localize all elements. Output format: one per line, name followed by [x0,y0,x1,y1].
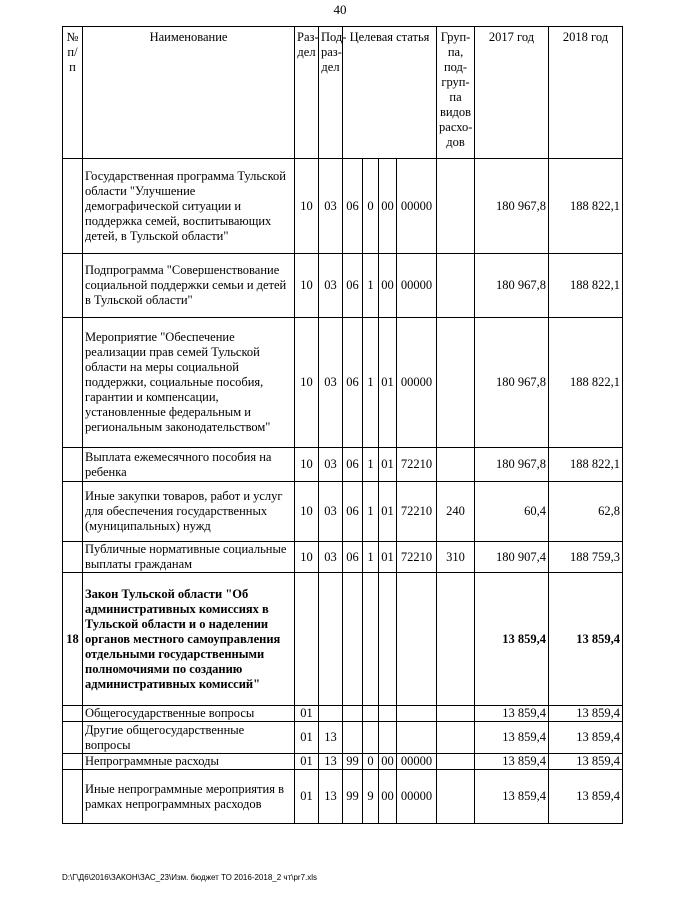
row-target-direction: 00000 [397,318,437,448]
row-target-measure: 01 [379,448,397,482]
row-subsection: 13 [319,754,343,770]
header-group: Груп- па, под- груп- па видов расхо- дов [437,27,475,159]
row-section [295,573,319,706]
row-value-2018: 13 859,4 [549,722,623,754]
row-value-2017: 13 859,4 [475,754,549,770]
row-target-program [343,706,363,722]
header-name: Наименование [83,27,295,159]
row-subsection: 03 [319,318,343,448]
row-num [63,770,83,824]
row-target-program: 06 [343,482,363,542]
row-num [63,542,83,573]
row-subsection: 03 [319,159,343,254]
header-subsection: Под- раз- дел [319,27,343,159]
row-name: Подпрограмма "Совершенствование социальной поддержки семьи и детей в Тульской области" [83,254,295,318]
row-expense-group [437,754,475,770]
row-target-measure [379,573,397,706]
row-num [63,754,83,770]
row-target-direction: 00000 [397,159,437,254]
row-section: 10 [295,482,319,542]
table-row [63,318,623,448]
row-value-2017: 180 967,8 [475,254,549,318]
row-num [63,254,83,318]
row-target-measure: 00 [379,159,397,254]
row-value-2017: 13 859,4 [475,770,549,824]
row-target-program: 06 [343,159,363,254]
table-row [63,754,623,770]
row-name: Иные непрограммные мероприятия в рамках непрограммных расходов [83,770,295,824]
row-value-2017: 60,4 [475,482,549,542]
row-subsection: 03 [319,542,343,573]
row-target-direction [397,706,437,722]
table-row [63,448,623,482]
row-target-measure: 00 [379,754,397,770]
row-value-2018: 62,8 [549,482,623,542]
row-num [63,722,83,754]
header-target: Целевая статья [343,27,437,159]
row-num [63,706,83,722]
row-name: Непрограммные расходы [83,754,295,770]
row-expense-group [437,254,475,318]
page-number: 40 [333,2,347,17]
table-row [63,254,623,318]
row-target-program [343,573,363,706]
row-target-measure: 01 [379,318,397,448]
row-num [63,482,83,542]
row-target-program [343,722,363,754]
row-target-program: 99 [343,770,363,824]
row-value-2018: 188 822,1 [549,318,623,448]
row-subsection: 03 [319,448,343,482]
header-2017: 2017 год [475,27,549,159]
row-target-subprogram [363,573,379,706]
row-target-measure: 00 [379,254,397,318]
table-row [63,706,623,722]
row-section: 10 [295,254,319,318]
row-expense-group [437,722,475,754]
row-target-subprogram: 1 [363,542,379,573]
row-subsection [319,573,343,706]
row-value-2017: 180 967,8 [475,318,549,448]
row-target-subprogram: 0 [363,159,379,254]
header-num: № п/ п [63,27,83,159]
row-num [63,318,83,448]
row-target-measure: 01 [379,482,397,542]
row-target-direction: 72210 [397,448,437,482]
row-subsection: 03 [319,254,343,318]
row-subsection [319,706,343,722]
row-target-subprogram: 1 [363,318,379,448]
row-target-program: 06 [343,542,363,573]
row-target-subprogram: 9 [363,770,379,824]
row-value-2018: 13 859,4 [549,706,623,722]
row-expense-group: 310 [437,542,475,573]
row-expense-group [437,159,475,254]
row-name: Выплата ежемесячного пособия на ребенка [83,448,295,482]
row-expense-group [437,448,475,482]
row-name: Мероприятие "Обеспечение реализации прав семей Тульской области на меры социальной поддержки, социальные пособия, гарантии и компенсации, установленные федеральным и региональным законодательством" [83,318,295,448]
table-row [63,542,623,573]
budget-table [62,26,623,824]
row-target-direction: 72210 [397,542,437,573]
row-target-direction: 00000 [397,754,437,770]
row-num: 18 [63,573,83,706]
table-row [63,482,623,542]
row-target-program: 06 [343,448,363,482]
row-name: Иные закупки товаров, работ и услуг для обеспечения государственных (муниципальных) нужд [83,482,295,542]
header-row [63,27,623,159]
row-target-subprogram: 1 [363,448,379,482]
header-section: Раз- дел [295,27,319,159]
row-expense-group [437,770,475,824]
row-target-subprogram [363,722,379,754]
row-section: 10 [295,318,319,448]
row-target-program: 06 [343,318,363,448]
row-name: Закон Тульской области "Об административных комиссиях в Тульской области и о наделении органов местного самоуправления отдельными государственными полномочиями по созданию административных комиссий" [83,573,295,706]
row-value-2018: 13 859,4 [549,754,623,770]
row-target-measure [379,706,397,722]
row-value-2017: 180 967,8 [475,448,549,482]
row-expense-group [437,573,475,706]
row-value-2017: 13 859,4 [475,706,549,722]
row-value-2017: 180 967,8 [475,159,549,254]
row-value-2018: 13 859,4 [549,573,623,706]
row-target-program: 99 [343,754,363,770]
row-target-direction: 00000 [397,254,437,318]
row-subsection: 13 [319,770,343,824]
table-row [63,722,623,754]
row-value-2017: 13 859,4 [475,722,549,754]
row-section: 01 [295,754,319,770]
row-target-subprogram: 1 [363,482,379,542]
row-section: 01 [295,770,319,824]
row-value-2017: 180 907,4 [475,542,549,573]
row-section: 10 [295,448,319,482]
row-subsection: 03 [319,482,343,542]
row-target-direction [397,573,437,706]
header-2018: 2018 год [549,27,623,159]
row-target-direction: 72210 [397,482,437,542]
row-value-2018: 188 822,1 [549,254,623,318]
row-section: 10 [295,542,319,573]
file-path-footer: D:\Г\Д6\2016\ЗАКОН\ЗАС_23\Изм. бюджет ТО 2016-2018_2 чт\pr7.xls [62,873,318,882]
row-value-2018: 188 822,1 [549,159,623,254]
row-value-2018: 188 759,3 [549,542,623,573]
row-target-subprogram: 1 [363,254,379,318]
row-expense-group [437,318,475,448]
row-section: 10 [295,159,319,254]
row-name: Государственная программа Тульской области "Улучшение демографической ситуации и поддержка семей, воспитывающих детей, в Тульской области" [83,159,295,254]
row-value-2017: 13 859,4 [475,573,549,706]
row-expense-group: 240 [437,482,475,542]
row-value-2018: 13 859,4 [549,770,623,824]
row-target-measure [379,722,397,754]
row-target-subprogram: 0 [363,754,379,770]
row-value-2018: 188 822,1 [549,448,623,482]
row-section: 01 [295,706,319,722]
row-target-program: 06 [343,254,363,318]
row-section: 01 [295,722,319,754]
row-num [63,159,83,254]
row-target-measure: 01 [379,542,397,573]
table-row [63,573,623,706]
table-row [63,770,623,824]
row-target-measure: 00 [379,770,397,824]
row-num [63,448,83,482]
row-expense-group [437,706,475,722]
row-target-direction [397,722,437,754]
row-target-direction: 00000 [397,770,437,824]
row-target-subprogram [363,706,379,722]
row-name: Общегосударственные вопросы [83,706,295,722]
row-subsection: 13 [319,722,343,754]
row-name: Другие общегосударственные вопросы [83,722,295,754]
row-name: Публичные нормативные социальные выплаты гражданам [83,542,295,573]
table-row [63,159,623,254]
